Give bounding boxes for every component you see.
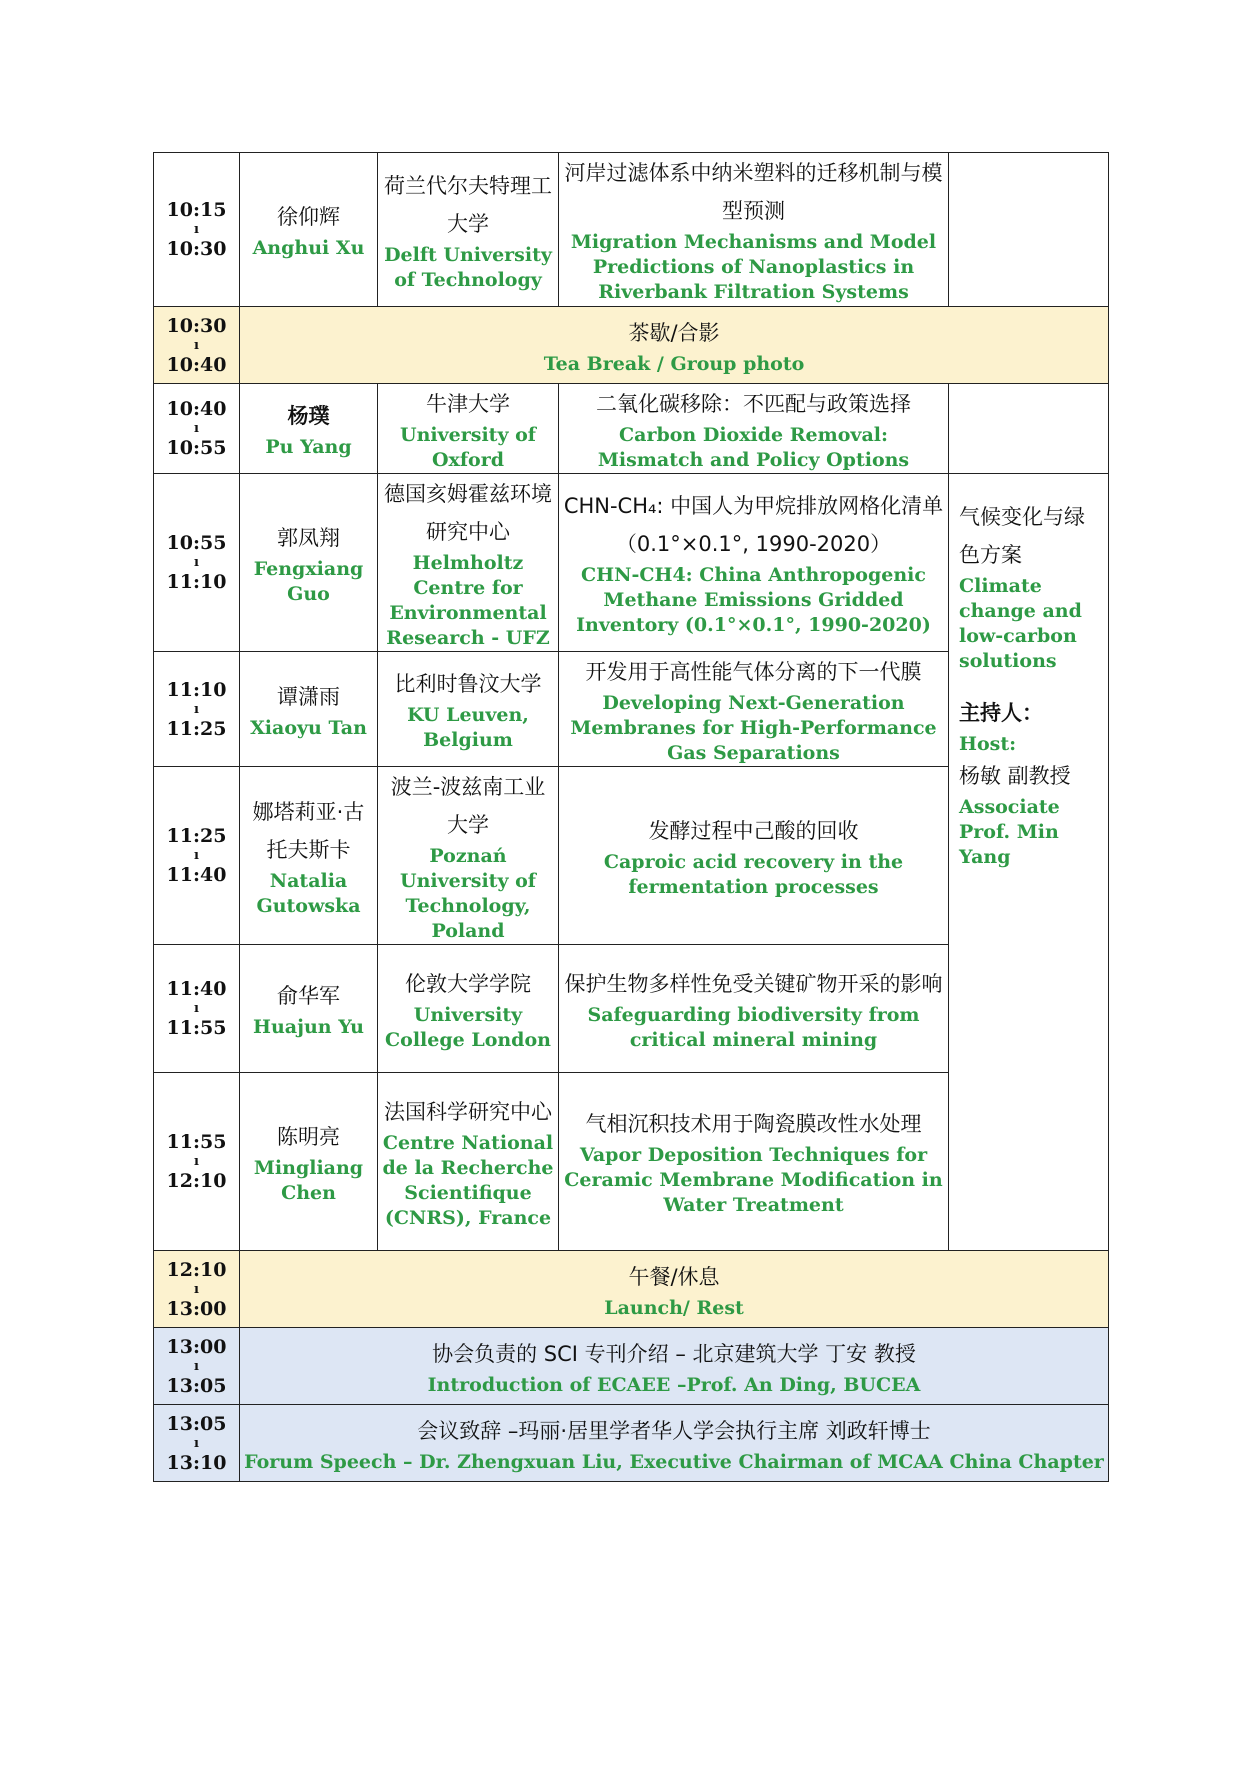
talk-title-en: Migration Mechanisms and Model Predictions of Nanoplastics in Riverbank Filtration Systems: [570, 231, 937, 303]
affiliation-en: Poznań University of Technology, Poland: [400, 844, 536, 942]
host-name-en: Associate Prof. Min Yang: [959, 796, 1060, 868]
time-separator: ı: [194, 1435, 199, 1451]
host-label-en: Host:: [959, 733, 1017, 755]
time-cell: [154, 652, 240, 767]
speaker-name-zh: 陈明亮: [277, 1124, 340, 1149]
time-separator: ı: [194, 421, 199, 436]
spacer: [959, 674, 1100, 694]
start-time: 10:30: [166, 314, 227, 337]
speaker-name-zh: 谭潇雨: [277, 684, 340, 709]
time-cell: [154, 1251, 240, 1328]
end-time: 11:10: [166, 571, 227, 593]
host-label-zh: 主持人：: [959, 701, 1043, 725]
speaker-name-zh: 郭凤翔: [277, 525, 340, 550]
start-time: 11:55: [166, 1131, 227, 1153]
start-time: 10:55: [166, 532, 227, 554]
affiliation-cell: [378, 384, 559, 474]
affiliation-en: Delft University of Technology: [384, 243, 552, 291]
affiliation-en: Centre National de la Recherche Scientifique (CNRS), France: [382, 1131, 554, 1229]
end-time: 11:55: [166, 1017, 227, 1039]
affiliation-cell: [378, 153, 559, 307]
title-cell: [559, 384, 949, 474]
session-row: [154, 384, 1109, 474]
affiliation-cell: [378, 945, 559, 1073]
talk-title-en: Developing Next-Generation Membranes for High-Performance Gas Separations: [570, 691, 937, 764]
end-time: 10:30: [166, 238, 227, 260]
start-time: 11:40: [166, 978, 227, 1000]
host-name-zh: 杨敏 副教授: [959, 764, 1071, 788]
end-time: 10:55: [166, 437, 227, 459]
speaker-name-zh: 杨璞: [287, 404, 330, 428]
speaker-cell: [240, 474, 378, 652]
session-row: [154, 153, 1109, 307]
event-label-zh: 会议致辞 –玛丽·居里学者华人学会执行主席 刘政轩博士: [417, 1418, 931, 1443]
affiliation-cell: [378, 474, 559, 652]
talk-title-en: Caproic acid recovery in the fermentation processes: [603, 850, 904, 898]
time-separator: ı: [194, 222, 199, 237]
start-time: 13:05: [166, 1412, 227, 1435]
speaker-name-en: Natalia Gutowska: [256, 869, 361, 917]
title-cell: [559, 945, 949, 1073]
time-cell: [154, 945, 240, 1073]
time-cell: [154, 1405, 240, 1482]
time-cell: [154, 384, 240, 474]
time-separator: ı: [194, 848, 199, 863]
talk-title-en: Safeguarding biodiversity from critical mineral mining: [587, 1003, 920, 1051]
time-cell: [154, 767, 240, 945]
start-time: 10:15: [166, 199, 227, 221]
start-time: 12:10: [166, 1258, 227, 1281]
time-cell: [154, 1073, 240, 1251]
affiliation-zh: 伦敦大学学院: [405, 971, 531, 996]
end-time: 13:05: [166, 1374, 227, 1397]
event-cell: [240, 1405, 1109, 1482]
speaker-name-en: Mingliang Chen: [253, 1156, 364, 1204]
affiliation-zh: 法国科学研究中心: [384, 1099, 552, 1124]
talk-title-zh: 开发用于高性能气体分离的下一代膜: [585, 659, 922, 684]
affiliation-en: Helmholtz Centre for Environmental Research - UFZ: [386, 551, 550, 649]
talk-title-zh: 发酵过程中己酸的回收: [648, 818, 859, 843]
title-cell: [559, 474, 949, 652]
speaker-cell: [240, 384, 378, 474]
time-cell: [154, 1328, 240, 1405]
affiliation-zh: 荷兰代尔夫特理工大学: [384, 173, 552, 236]
affiliation-cell: [378, 767, 559, 945]
start-time: 13:00: [166, 1335, 227, 1358]
time-cell: [154, 474, 240, 652]
title-cell: [559, 652, 949, 767]
speaker-name-en: Xiaoyu Tan: [250, 716, 367, 739]
end-time: 13:10: [166, 1451, 227, 1474]
break-label-en: Launch/ Rest: [604, 1296, 744, 1319]
speaker-cell: [240, 1073, 378, 1251]
affiliation-en: University College London: [385, 1003, 551, 1051]
end-time: 10:40: [166, 353, 227, 376]
talk-title-zh: 保护生物多样性免受关键矿物开采的影响: [564, 971, 943, 996]
end-time: 11:40: [166, 864, 227, 886]
affiliation-zh: 德国亥姆霍兹环境研究中心: [384, 481, 552, 544]
event-label-zh: 协会负责的 SCI 专刊介绍 – 北京建筑大学 丁安 教授: [432, 1341, 916, 1366]
speaker-name-zh: 徐仰辉: [277, 205, 340, 229]
break-label-en: Tea Break / Group photo: [543, 352, 805, 375]
session-host-cell: [949, 474, 1109, 1251]
affiliation-en: University of Oxford: [400, 423, 536, 471]
affiliation-zh: 牛津大学: [426, 391, 510, 416]
lunch-row: [154, 1251, 1109, 1328]
schedule-table-container: [153, 152, 1108, 1482]
event-label-en: Forum Speech – Dr. Zhengxuan Liu, Executive Chairman of MCAA China Chapter: [244, 1450, 1104, 1473]
break-label-zh: 茶歇/合影: [628, 320, 720, 345]
speech-row: [154, 1405, 1109, 1482]
break-cell: [240, 307, 1109, 384]
speaker-cell: [240, 652, 378, 767]
event-label-en: Introduction of ECAEE –Prof. An Ding, BUCEA: [427, 1373, 921, 1396]
talk-title-zh: 气相沉积技术用于陶瓷膜改性水处理: [585, 1112, 922, 1136]
title-cell: [559, 153, 949, 307]
break-cell: [240, 1251, 1109, 1328]
start-time: 10:40: [166, 398, 227, 420]
time-separator: ı: [194, 337, 199, 353]
speaker-name-zh: 娜塔莉亚·古托夫斯卡: [252, 799, 365, 862]
tea-break-row: [154, 307, 1109, 384]
speaker-name-en: Huajun Yu: [253, 1016, 364, 1038]
schedule-table: [153, 152, 1109, 1482]
speaker-cell: [240, 153, 378, 307]
start-time: 11:10: [166, 678, 227, 701]
time-separator: ı: [194, 555, 199, 570]
event-cell: [240, 1328, 1109, 1405]
affiliation-cell: [378, 1073, 559, 1251]
speaker-name-en: Pu Yang: [265, 436, 352, 458]
start-time: 11:25: [166, 825, 227, 847]
time-cell: [154, 153, 240, 307]
blank-cell: [949, 384, 1109, 474]
affiliation-en: KU Leuven, Belgium: [407, 704, 529, 751]
talk-title-en: Vapor Deposition Techniques for Ceramic Membrane Modification in Water Treatment: [564, 1144, 943, 1216]
intro-row: [154, 1328, 1109, 1405]
talk-title-zh: CHN-CH₄: 中国人为甲烷排放网格化清单（0.1°×0.1°, 1990-2020）: [563, 494, 944, 556]
talk-title-zh: 二氧化碳移除：不匹配与政策选择: [596, 391, 911, 416]
speaker-cell: [240, 945, 378, 1073]
affiliation-zh: 比利时鲁汶大学: [394, 672, 542, 696]
talk-title-zh: 河岸过滤体系中纳米塑料的迁移机制与模型预测: [564, 161, 943, 223]
session-row: [154, 474, 1109, 652]
affiliation-cell: [378, 652, 559, 767]
affiliation-zh: 波兰-波兹南工业大学: [390, 774, 546, 837]
talk-title-en: Carbon Dioxide Removal: Mismatch and Policy Options: [597, 423, 910, 471]
speaker-cell: [240, 767, 378, 945]
time-separator: ı: [194, 1001, 199, 1016]
time-separator: ı: [194, 1281, 199, 1297]
speaker-name-zh: 俞华军: [277, 984, 340, 1008]
blank-cell: [949, 153, 1109, 307]
speaker-name-en: Anghui Xu: [252, 237, 365, 259]
title-cell: [559, 767, 949, 945]
time-separator: ı: [194, 701, 199, 717]
end-time: 12:10: [166, 1170, 227, 1192]
end-time: 11:25: [166, 717, 227, 740]
time-separator: ı: [194, 1154, 199, 1169]
end-time: 13:00: [166, 1297, 227, 1320]
title-cell: [559, 1073, 949, 1251]
session-topic-en: Climate change and low-carbon solutions: [959, 575, 1082, 672]
time-cell: [154, 307, 240, 384]
session-topic-zh: 气候变化与绿色方案: [959, 505, 1085, 567]
time-separator: ı: [194, 1358, 199, 1374]
break-label-zh: 午餐/休息: [628, 1264, 720, 1289]
speaker-name-en: Fengxiang Guo: [253, 557, 364, 605]
talk-title-en: CHN-CH4: China Anthropogenic Methane Emissions Gridded Inventory (0.1°×0.1°, 1990-2020): [576, 564, 931, 636]
